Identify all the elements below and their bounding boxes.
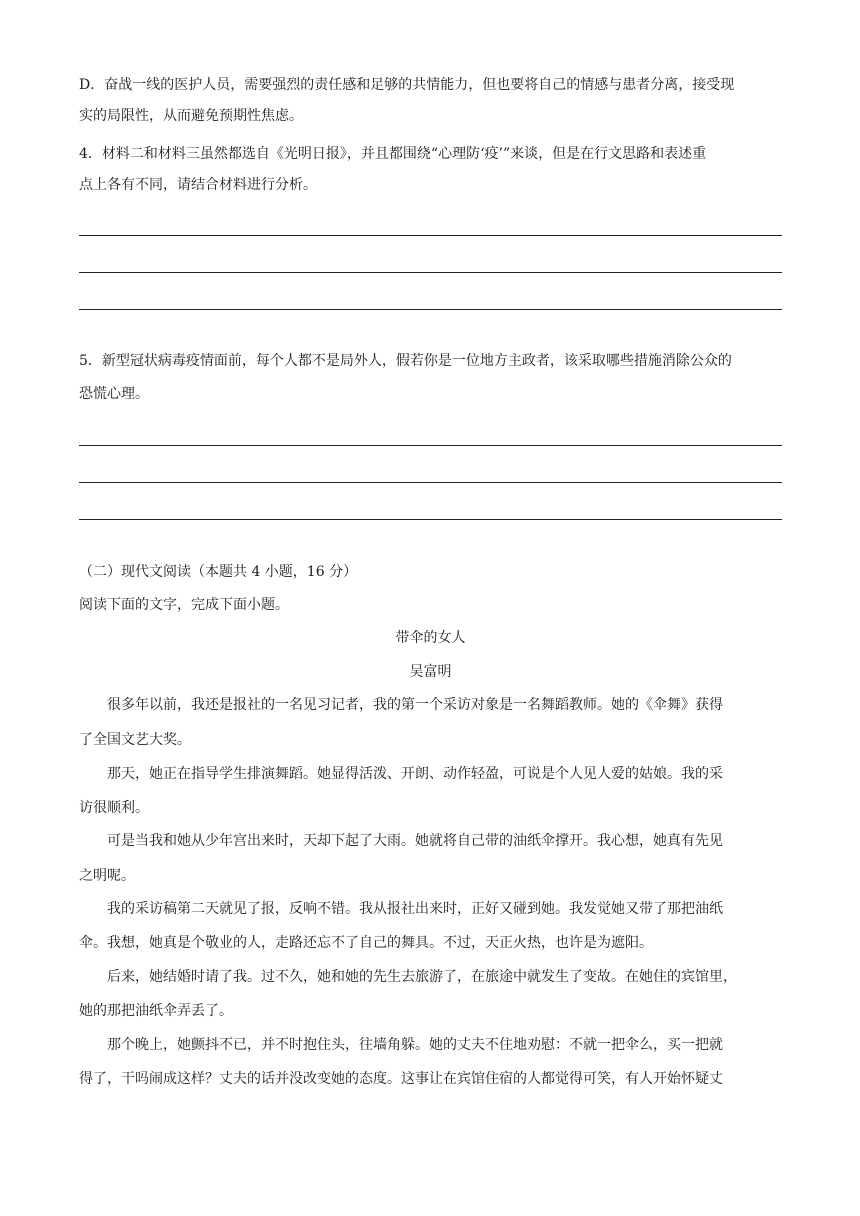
question-5-line-1: 5．新型冠状病毒疫情面前，每个人都不是局外人，假若你是一位地方主政者，该采取哪些措施消除公众的 [79,353,732,369]
story-title: 带伞的女人 [395,630,466,646]
paragraph-line: 很多年以前，我还是报社的一名见习记者，我的第一个采访对象是一名舞蹈教师。她的《伞舞》获得 [107,697,723,713]
answer-line-q5-2[interactable] [79,482,782,483]
paragraph-line: 我的采访稿第二天就见了报，反响不错。我从报社出来时，正好又碰到她。我发觉她又带了那把油纸 [107,901,723,917]
answer-line-q5-3[interactable] [79,519,782,520]
paragraph-line: 得了，干吗闹成这样？丈夫的话并没改变她的态度。这事让在宾馆住宿的人都觉得可笑，有人开始怀疑丈 [79,1071,723,1087]
option-d-line-1: D．奋战一线的医护人员，需要强烈的责任感和足够的共情能力，但也要将自己的情感与患者分离，接受现 [79,77,735,93]
paragraph-line: 了全国文艺大奖。 [79,732,191,748]
question-4-line-1: 4．材料二和材料三虽然都选自《光明日报》，并且都围绕“心理防‘疫’”来谈，但是在行文思路和表述重 [79,146,707,162]
answer-line-q4-3[interactable] [79,309,782,310]
paragraph-line: 那天，她正在指导学生排演舞蹈。她显得活泼、开朗、动作轻盈，可说是个人见人爱的姑娘。我的采 [107,766,723,782]
story-author: 吴富明 [409,664,452,680]
answer-line-q5-1[interactable] [79,445,782,446]
section-heading: （二）现代文阅读（本题共 4 小题，16 分） [79,564,358,580]
option-d-line-2: 实的局限性，从而避免预期性焦虑。 [79,108,303,124]
answer-line-q4-1[interactable] [79,235,782,236]
section-instruction: 阅读下面的文字，完成下面小题。 [79,597,289,613]
question-4-line-2: 点上各有不同，请结合材料进行分析。 [79,177,317,193]
paragraph-line: 她的那把油纸伞弄丢了。 [79,1003,233,1019]
paragraph-line: 访很顺利。 [79,800,149,816]
paragraph-line: 可是当我和她从少年宫出来时，天却下起了大雨。她就将自己带的油纸伞撑开。我心想，她真有先见 [107,833,723,849]
paragraph-line: 那个晚上，她颤抖不已，并不时抱住头，往墙角躲。她的丈夫不住地劝慰：不就一把伞么，买一把就 [107,1037,723,1053]
paragraph-line: 之明呢。 [79,868,135,884]
answer-line-q4-2[interactable] [79,272,782,273]
paragraph-line: 后来，她结婚时请了我。过不久，她和她的先生去旅游了，在旅途中就发生了变故。在她住的宾馆里， [107,969,737,985]
question-5-line-2: 恐慌心理。 [79,386,149,402]
paragraph-line: 伞。我想，她真是个敬业的人，走路还忘不了自己的舞具。不过，天正火热，也许是为遮阳。 [79,935,653,951]
